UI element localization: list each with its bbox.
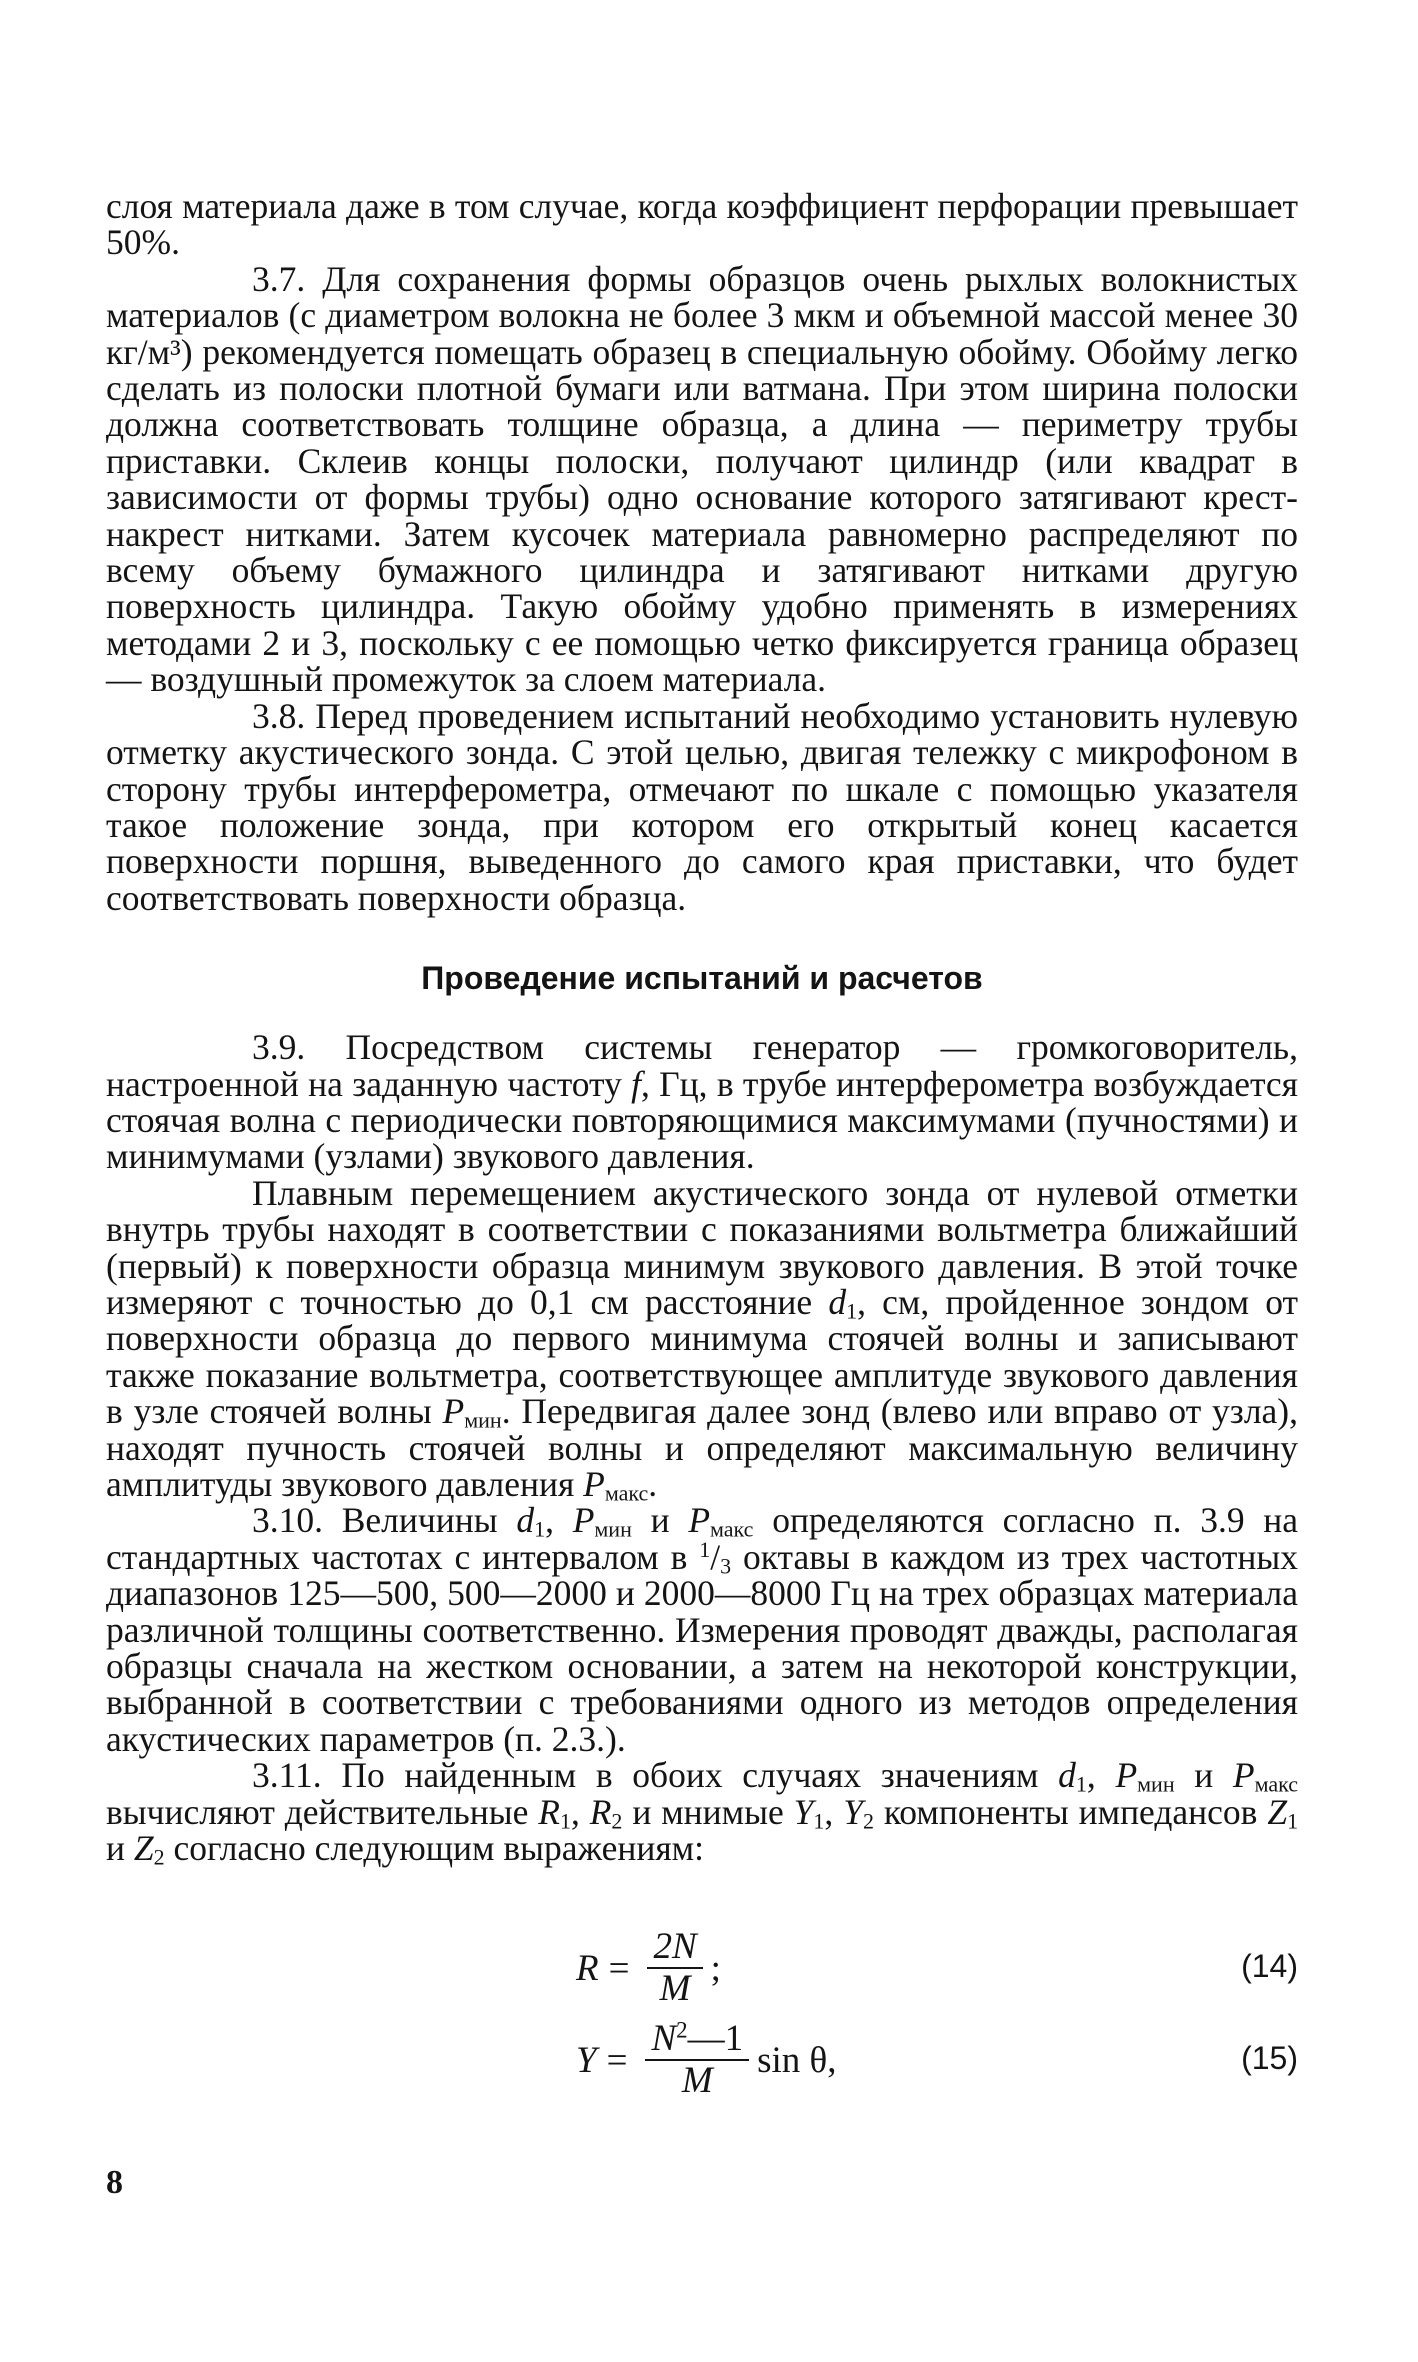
paragraph-3-11: 3.11. По найденным в обоих случаях значениям $d_1$, $P_{мин}$ и $P_{макс}$ вычисляют действительные $R_1$, $R_2$ и мнимые $Y_1$, $Y_2$ компоненты импедансов $Z_1$ и $Z_2$ согласно следующим выражениям: <box>106 1755 1299 1870</box>
fraction-numerator: 2N <box>647 1927 702 1969</box>
paragraph-text: Для сохранения формы образцов очень рыхлых волокнистых материалов (с диаметром волокна не более 3 мкм и объемной массой менее 30 кг/м³) рекомендуется помещать образец в специальную обойму. Обойму легко сделать из полоски плотной бумаги или ватмана. При этом ширина полоски должна соответствовать толщине образца, а длина — периметру трубы приставки. Склеив концы полоски, получают цилиндр (или квадрат в зависимости от формы трубы) одно основание которого затягивают крест-накрест нитками. Затем кусочек материала равномерно распределяют по всему объему бумажного цилиндра и затягивают нитками другую поверхность цилиндра. Такую обойму удобно применять в измерениях методами 2 и 3, поскольку с ее помощью четко фиксируется граница образец — воздушный промежуток за слоем материала. <box>106 258 1298 700</box>
fraction <box>645 2019 749 2101</box>
paragraph-text: , см, пройденное зондом от поверхности образца до первого минимума стоячей волны и записывают также показание вольтметра, соответствующее амплитуде звукового давления в узле стоячей волны <box>106 1281 1299 1432</box>
symbol-d: d <box>828 1281 847 1322</box>
symbol-z: Z <box>133 1828 154 1869</box>
paragraph-text: согласно следующим выражениям: <box>173 1828 704 1869</box>
paragraph-text: октавы в каждом из трех частотных диапазонов 125—500, 500—2000 и 2000—8000 Гц на трех образцах материала различной толщины соответственно. Измерения проводят дважды, располагая образцы сначала на жестком основании, а затем на некоторой конструкции, выбранной в соответствии с требованиями одного из методов определения акустических параметров (п. 2.3.). <box>106 1536 1299 1759</box>
subscript: 1 <box>534 1516 546 1542</box>
paragraph-text: и <box>650 1500 670 1541</box>
symbol-p: P <box>688 1500 710 1541</box>
fraction-denominator: M <box>659 1968 691 2010</box>
symbol-p: P <box>1232 1755 1255 1796</box>
formula-tail: sin θ, <box>757 2039 837 2081</box>
symbol-p: P <box>1115 1755 1138 1796</box>
fraction-denominator: M <box>681 2060 713 2102</box>
paragraph-text: Плавным перемещением акустического зонда от нулевой отметки внутрь трубы находят в соответствии с показаниями вольтметра ближайший (первый) к поверхности образца минимум звукового давления. В этой точке измеряют с точностью до 0,1 см расстояние <box>106 1172 1298 1322</box>
superscript: 2 <box>676 2017 688 2043</box>
fraction-numerator: 1 <box>699 1536 711 1562</box>
frequency-symbol: f <box>631 1063 641 1104</box>
symbol-r: R <box>538 1791 560 1832</box>
paragraph-text: Посредством системы генератор — громкоговоритель, настроенной на заданную частоту <box>106 1027 1298 1104</box>
paragraph-text: Перед проведением испытаний необходимо установить нулевую отметку акустического зонда. С этой целью, двигая тележку с микрофоном в сторону трубы интерферометра, отмечают по шкале с помощью указателя такое положение зонда, при котором его открытый конец касается поверхности поршня, выведенного до самого края приставки, что будет соответствовать поверхности образца. <box>106 695 1298 918</box>
paragraph-continuation: слоя материала даже в том случае, когда коэффициент перфорации превышает 50%. <box>106 186 1298 263</box>
paragraph-3-9-continued <box>106 1172 1299 1506</box>
equals-sign: = <box>606 2039 628 2081</box>
paragraph-text: . Передвигая далее зонд (влево или вправо от узла), находят пучность стоячей волны и определяют максимальную величину амплитуды звукового давления <box>106 1391 1299 1504</box>
numerator-tail: —1 <box>687 2018 744 2060</box>
numerator-symbol: N <box>651 2018 677 2060</box>
page-number: 8 <box>106 2164 123 2201</box>
paragraph-3-10: 3.10. Величины $d_1$, $P_{мин}$ и $P_{макс}$ определяются согласно п. 3.9 на стандартных частотах с интервалом в $^1/_3$ октавы в каждом из трех частотных диапазонов 125—500, 500—2000 и 2000—8000 Гц на трех образцах материала различной толщины соответственно. Измерения проводят дважды, располагая образцы сначала на жестком основании, а затем на некоторой конструкции, выбранной в соответствии с требованиями одного из методов определения акустических параметров (п. 2.3.). <box>106 1500 1299 1759</box>
symbol-y: Y <box>793 1791 814 1832</box>
paragraph-3-9 <box>106 1029 1298 1175</box>
subscript: мин <box>464 1407 502 1433</box>
formula-lhs: R <box>576 1947 599 1989</box>
fraction-denominator: 3 <box>720 1553 732 1579</box>
paragraph-text: и <box>1194 1755 1214 1796</box>
symbol-p: P <box>442 1391 465 1432</box>
symbol-d: d <box>516 1500 535 1541</box>
subscript: 1 <box>559 1808 571 1834</box>
subscript: 2 <box>153 1844 165 1870</box>
subscript: макс <box>1254 1771 1299 1797</box>
subscript: мин <box>594 1516 632 1542</box>
paragraph-3-8 <box>106 695 1298 918</box>
equation-number: (14) <box>1241 1948 1298 1985</box>
formulas-block <box>106 1922 1298 2106</box>
paragraph-text: По найденным в обоих случаях значениям <box>341 1755 1039 1796</box>
symbol-z: Z <box>1267 1791 1288 1832</box>
paragraph-3-7 <box>106 258 1298 700</box>
fraction <box>647 1927 702 2009</box>
clause-number: 3.9. <box>252 1027 306 1068</box>
fraction-numerator <box>645 2019 749 2061</box>
clause-number: 3.7. <box>252 258 306 299</box>
subscript: 1 <box>1287 1808 1299 1834</box>
paragraph-text: и <box>106 1828 125 1869</box>
symbol-y: Y <box>843 1791 863 1832</box>
paragraph-text: вычисляют действительные <box>106 1791 529 1832</box>
subscript: макс <box>604 1480 649 1506</box>
symbol-p: P <box>583 1464 605 1504</box>
clause-number: 3.10. <box>252 1500 323 1541</box>
paragraph-text: . <box>648 1464 658 1504</box>
paragraph-text: определяются согласно п. 3.9 на стандартных частотах с интервалом в <box>106 1500 1299 1577</box>
equals-sign: = <box>608 1947 630 1989</box>
subscript: 1 <box>846 1298 858 1324</box>
formula-lhs: Y <box>576 2039 597 2081</box>
section-heading: Проведение испытаний и расчетов <box>421 960 983 997</box>
symbol-r: R <box>589 1791 612 1832</box>
clause-number: 3.8. <box>252 695 306 736</box>
paragraph-text: компоненты импедансов <box>883 1791 1258 1832</box>
subscript: 1 <box>1075 1771 1087 1797</box>
equation-number: (15) <box>1241 2040 1298 2077</box>
subscript: 2 <box>862 1808 874 1834</box>
symbol-d: d <box>1058 1755 1076 1796</box>
subscript: 2 <box>611 1808 623 1834</box>
symbol-p: P <box>572 1500 595 1541</box>
formula-14 <box>106 1922 1298 2014</box>
formula-15 <box>106 2014 1298 2106</box>
formula-tail: ; <box>710 1947 721 1989</box>
paragraph-text: и мнимые <box>632 1791 784 1832</box>
paragraph-text: , Гц, в трубе интерферометра возбуждается стоячая волна с периодически повторяющимися максимумами (пучностями) и минимумами (узлами) звукового давления. <box>106 1063 1298 1177</box>
clause-number: 3.11. <box>252 1755 322 1796</box>
subscript: 1 <box>813 1808 825 1834</box>
subscript: макс <box>710 1516 754 1542</box>
paragraph-text: Величины <box>341 1500 498 1541</box>
subscript: мин <box>1137 1771 1175 1797</box>
